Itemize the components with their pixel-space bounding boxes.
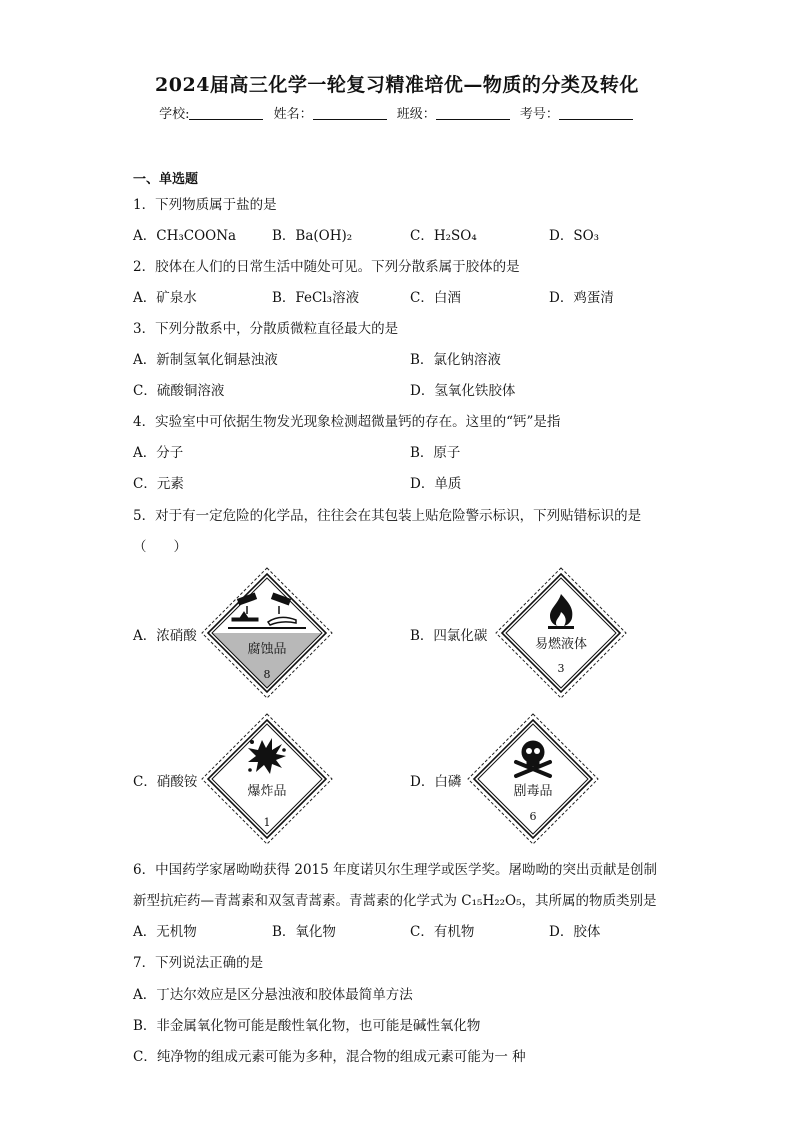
q3-option-d: D．氢氧化铁胶体 [410,383,516,399]
school-label: 学校: [159,107,190,122]
q4-option-c: C．元素 [133,476,184,492]
q6-option-b: B．氧化物 [272,924,336,940]
school-blank [189,106,263,120]
q1-option-c: C．H₂SO₄ [410,228,477,244]
q2-option-b: B．FeCl₃溶液 [272,290,360,306]
explosive-sign-number: 1 [263,816,271,829]
q7-option-a: A．丁达尔效应是区分悬浊液和胶体最简单方法 [133,987,413,1003]
q7-option-b: B．非金属氧化物可能是酸性氧化物，也可能是碱性氧化物 [133,1018,481,1034]
flammable-liquid-hazard-sign [494,566,628,700]
corrosive-hazard-sign [200,566,334,700]
q6-stem-line2: 新型抗疟药—青蒿素和双氢青蒿素。青蒿素的化学式为 C₁₅H₂₂O₅，其所属的物质类别是 [133,893,657,909]
flammable-sign-number: 3 [557,662,565,675]
q2-option-a: A．矿泉水 [133,290,197,306]
q5-option-c: C．硝酸铵 [133,774,198,790]
class-blank [436,106,510,120]
exam-number-blank [559,106,633,120]
q4-option-d: D．单质 [410,476,462,492]
q6-option-a: A．无机物 [133,924,197,940]
q7-stem: 7．下列说法正确的是 [133,955,264,971]
flammable-sign-label: 易燃液体 [534,637,588,652]
toxic-hazard-sign [466,712,600,846]
q6-stem-line1: 6．中国药学家屠呦呦获得 2015 年度诺贝尔生理学或医学奖。屠呦呦的突出贡献是创制 [133,862,658,878]
q3-stem: 3．下列分散系中，分散质微粒直径最大的是 [133,321,399,337]
section-heading: 一、单选题 [133,172,199,187]
q4-option-b: B．原子 [410,445,461,461]
q2-option-d: D．鸡蛋清 [549,290,614,306]
q4-stem: 4．实验室中可依据生物发光现象检测超微量钙的存在。这里的“钙”是指 [133,414,561,430]
q3-option-b: B．氯化钠溶液 [410,352,501,368]
student-info-row [0,103,794,122]
page-title: 2024届高三化学一轮复习精准培优—物质的分类及转化 [155,74,639,96]
class-label: 班级： [396,107,436,122]
q1-option-d: D．SO₃ [549,228,600,244]
q5-stem: 5．对于有一定危险的化学品，往往会在其包装上贴危险警示标识，下列贴错标识的是 [133,508,642,524]
q5-option-b: B．四氯化碳 [410,628,488,644]
q5-option-a: A．浓硝酸 [133,628,197,644]
name-label: 姓名： [273,107,313,122]
q1-option-a: A．CH₃COONa [133,228,237,244]
q3-option-a: A．新制氢氧化铜悬浊液 [133,352,278,368]
name-blank [313,106,387,120]
q6-option-c: C．有机物 [410,924,475,940]
exam-number-label: 考号： [519,107,559,122]
toxic-sign-number: 6 [529,810,537,823]
explosive-sign-label: 爆炸品 [247,784,287,799]
q6-option-d: D．胶体 [549,924,601,940]
q1-option-b: B．Ba(OH)₂ [272,228,353,244]
q5-option-d: D．白磷 [410,774,462,790]
explosive-hazard-sign [200,712,334,846]
q1-stem: 1．下列物质属于盐的是 [133,197,277,213]
q2-option-c: C．白酒 [410,290,461,306]
corrosive-sign-label: 腐蚀品 [247,642,287,657]
toxic-sign-label: 剧毒品 [513,784,553,799]
q4-option-a: A．分子 [133,445,184,461]
q2-stem: 2．胶体在人们的日常生活中随处可见。下列分散系属于胶体的是 [133,259,520,275]
corrosive-sign-number: 8 [263,668,271,681]
q7-option-c: C．纯净物的组成元素可能为多种，混合物的组成元素可能为一 种 [133,1049,526,1065]
q3-option-c: C．硫酸铜溶液 [133,383,225,399]
q5-answer-paren: （ ） [133,539,187,555]
